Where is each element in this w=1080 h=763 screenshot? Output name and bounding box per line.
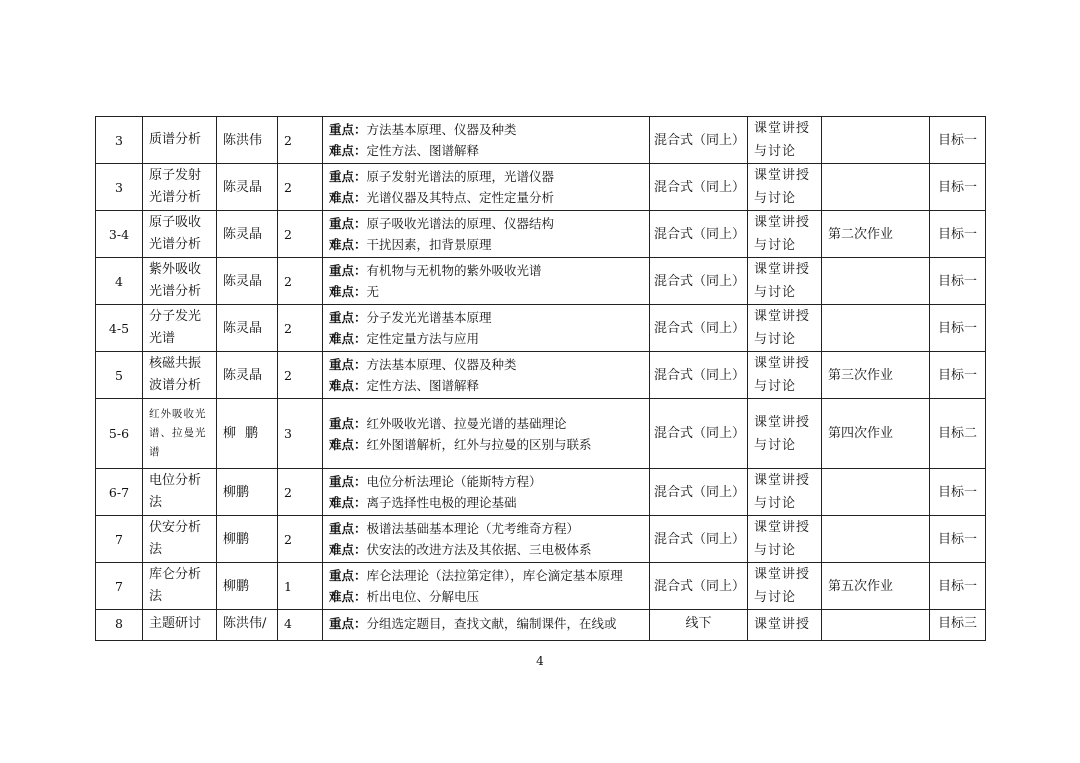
content-cell: 重点：原子吸收光谱法的原理、仪器结构 难点：干扰因素，扣背景原理	[323, 211, 650, 258]
topic-cell: 库仑分析法	[143, 563, 217, 610]
hours-cell: 2	[278, 117, 323, 164]
teacher-cell: 柳鹏	[217, 469, 278, 516]
method-cell: 课堂讲授与讨论	[748, 563, 822, 610]
week-cell: 4	[96, 258, 143, 305]
method-cell: 课堂讲授与讨论	[748, 258, 822, 305]
goal-cell: 目标一	[930, 117, 986, 164]
week-cell: 4-5	[96, 305, 143, 352]
week-cell: 5	[96, 352, 143, 399]
content-cell: 重点：电位分析法理论（能斯特方程） 难点：离子选择性电极的理论基础	[323, 469, 650, 516]
teacher-cell: 柳鹏	[217, 399, 278, 469]
hours-cell: 2	[278, 164, 323, 211]
goal-cell: 目标一	[930, 305, 986, 352]
homework-cell	[822, 610, 930, 641]
topic-cell: 原子发射光谱分析	[143, 164, 217, 211]
homework-cell: 第二次作业	[822, 211, 930, 258]
topic-cell: 分子发光光谱	[143, 305, 217, 352]
topic-cell: 质谱分析	[143, 117, 217, 164]
table-row	[96, 305, 986, 352]
week-cell: 5-6	[96, 399, 143, 469]
homework-cell	[822, 469, 930, 516]
homework-cell: 第五次作业	[822, 563, 930, 610]
hours-cell: 1	[278, 563, 323, 610]
hours-cell: 2	[278, 516, 323, 563]
table-row	[96, 352, 986, 399]
method-cell: 课堂讲授与讨论	[748, 305, 822, 352]
content-cell: 重点：分子发光光谱基本原理 难点：定性定量方法与应用	[323, 305, 650, 352]
table-row	[96, 563, 986, 610]
teacher-cell: 陈灵晶	[217, 211, 278, 258]
course-schedule-table	[95, 116, 986, 641]
topic-cell: 核磁共振波谱分析	[143, 352, 217, 399]
goal-cell: 目标一	[930, 469, 986, 516]
goal-cell: 目标一	[930, 563, 986, 610]
table-row	[96, 516, 986, 563]
goal-cell: 目标一	[930, 516, 986, 563]
content-cell: 重点：有机物与无机物的紫外吸收光谱 难点：无	[323, 258, 650, 305]
table-row	[96, 399, 986, 469]
content-cell: 重点：库仑法理论（法拉第定律），库仑滴定基本原理 难点：析出电位、分解电压	[323, 563, 650, 610]
homework-cell: 第四次作业	[822, 399, 930, 469]
hours-cell: 2	[278, 258, 323, 305]
teacher-cell: 陈洪伟	[217, 117, 278, 164]
hours-cell: 4	[278, 610, 323, 641]
content-cell: 重点：极谱法基础基本理论（尤考维奇方程） 难点：伏安法的改进方法及其依据、三电极体系	[323, 516, 650, 563]
teacher-cell: 陈灵晶	[217, 258, 278, 305]
method-cell: 课堂讲授与讨论	[748, 117, 822, 164]
mode-cell: 混合式（同上）	[650, 469, 748, 516]
week-cell: 3-4	[96, 211, 143, 258]
table-row	[96, 610, 986, 641]
hours-cell: 2	[278, 469, 323, 516]
teacher-cell: 柳鹏	[217, 516, 278, 563]
content-cell: 重点：方法基本原理、仪器及种类 难点：定性方法、图谱解释	[323, 352, 650, 399]
week-cell: 6-7	[96, 469, 143, 516]
hours-cell: 3	[278, 399, 323, 469]
hours-cell: 2	[278, 211, 323, 258]
topic-cell: 紫外吸收光谱分析	[143, 258, 217, 305]
hours-cell: 2	[278, 352, 323, 399]
mode-cell: 混合式（同上）	[650, 305, 748, 352]
content-cell: 重点：原子发射光谱法的原理，光谱仪器 难点：光谱仪器及其特点、定性定量分析	[323, 164, 650, 211]
method-cell: 课堂讲授与讨论	[748, 516, 822, 563]
mode-cell: 混合式（同上）	[650, 211, 748, 258]
goal-cell: 目标三	[930, 610, 986, 641]
teacher-cell: 陈灵晶	[217, 305, 278, 352]
homework-cell	[822, 117, 930, 164]
mode-cell: 混合式（同上）	[650, 563, 748, 610]
goal-cell: 目标二	[930, 399, 986, 469]
mode-cell: 混合式（同上）	[650, 258, 748, 305]
content-cell: 重点：红外吸收光谱、拉曼光谱的基础理论 难点：红外图谱解析，红外与拉曼的区别与联系	[323, 399, 650, 469]
goal-cell: 目标一	[930, 211, 986, 258]
week-cell: 3	[96, 164, 143, 211]
mode-cell: 混合式（同上）	[650, 117, 748, 164]
method-cell: 课堂讲授与讨论	[748, 399, 822, 469]
homework-cell	[822, 164, 930, 211]
topic-cell: 主题研讨	[143, 610, 217, 641]
topic-cell: 伏安分析法	[143, 516, 217, 563]
week-cell: 8	[96, 610, 143, 641]
method-cell: 课堂讲授	[748, 610, 822, 641]
content-cell: 重点：分组选定题目，查找文献，编制课件，在线或	[323, 610, 650, 641]
method-cell: 课堂讲授与讨论	[748, 164, 822, 211]
hours-cell: 2	[278, 305, 323, 352]
homework-cell	[822, 258, 930, 305]
table-row	[96, 164, 986, 211]
teacher-cell: 柳鹏	[217, 563, 278, 610]
page-number: 4	[536, 654, 544, 668]
mode-cell: 混合式（同上）	[650, 399, 748, 469]
topic-cell: 原子吸收光谱分析	[143, 211, 217, 258]
method-cell: 课堂讲授与讨论	[748, 211, 822, 258]
table-row	[96, 258, 986, 305]
mode-cell: 混合式（同上）	[650, 352, 748, 399]
mode-cell: 混合式（同上）	[650, 164, 748, 211]
topic-cell: 红外吸收光谱、拉曼光谱	[143, 399, 217, 469]
week-cell: 7	[96, 516, 143, 563]
table-row	[96, 211, 986, 258]
mode-cell: 混合式（同上）	[650, 516, 748, 563]
content-cell: 重点：方法基本原理、仪器及种类 难点：定性方法、图谱解释	[323, 117, 650, 164]
week-cell: 7	[96, 563, 143, 610]
teacher-cell: 陈洪伟/	[217, 610, 278, 641]
homework-cell: 第三次作业	[822, 352, 930, 399]
topic-cell: 电位分析法	[143, 469, 217, 516]
goal-cell: 目标一	[930, 352, 986, 399]
teacher-cell: 陈灵晶	[217, 164, 278, 211]
teacher-cell: 陈灵晶	[217, 352, 278, 399]
goal-cell: 目标一	[930, 258, 986, 305]
goal-cell: 目标一	[930, 164, 986, 211]
homework-cell	[822, 305, 930, 352]
method-cell: 课堂讲授与讨论	[748, 352, 822, 399]
mode-cell: 线下	[650, 610, 748, 641]
method-cell: 课堂讲授与讨论	[748, 469, 822, 516]
homework-cell	[822, 516, 930, 563]
table-row	[96, 117, 986, 164]
week-cell: 3	[96, 117, 143, 164]
table-row	[96, 469, 986, 516]
